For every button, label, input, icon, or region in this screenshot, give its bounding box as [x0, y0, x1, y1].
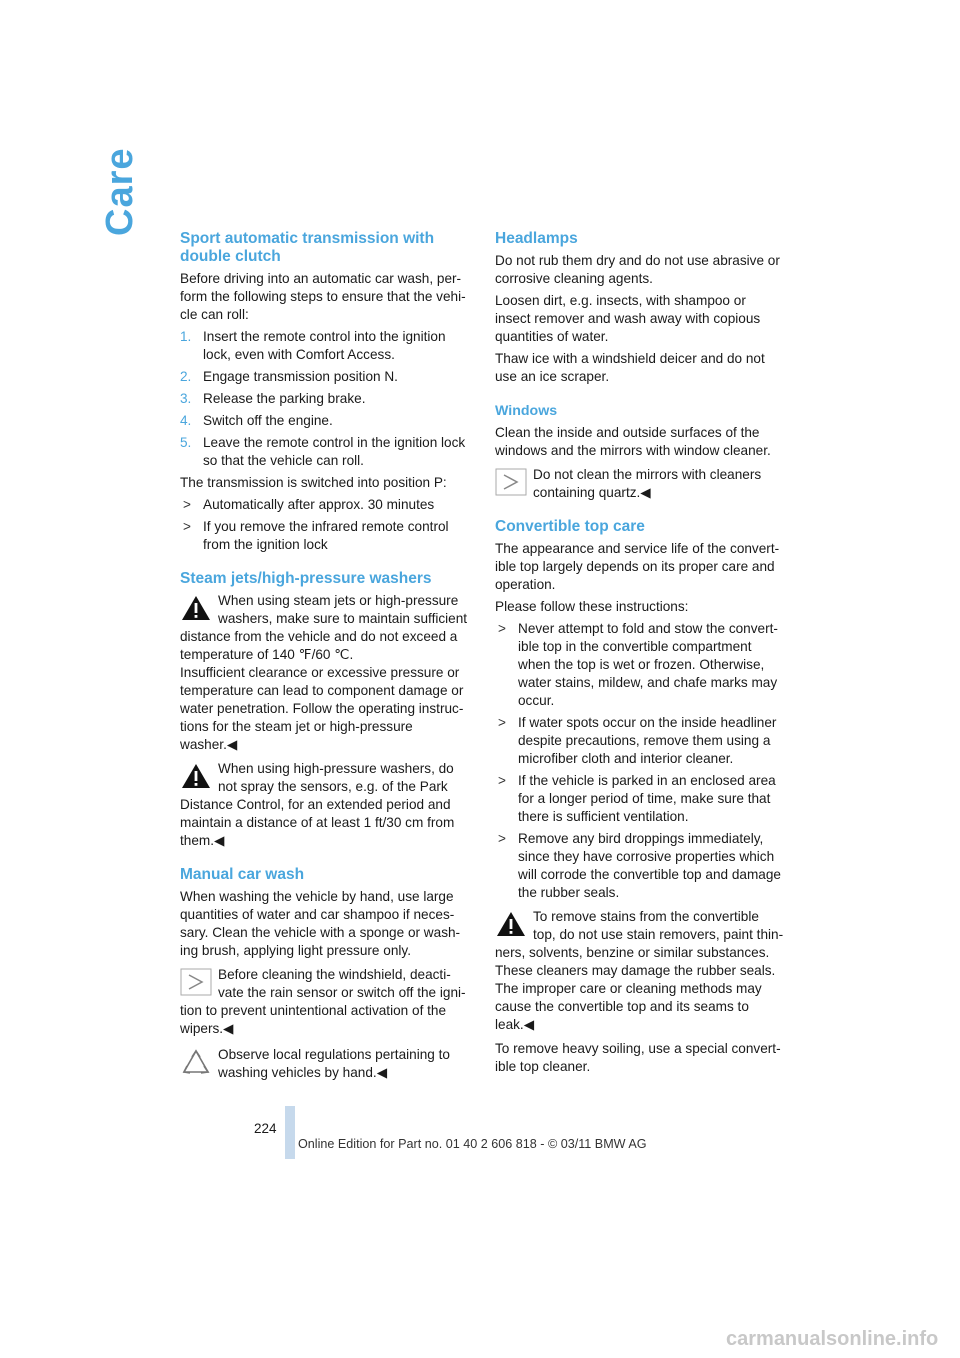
bullet-mark: >	[498, 831, 506, 846]
step-number: 2.	[180, 369, 192, 384]
page-number: 224	[254, 1121, 277, 1136]
info-note	[180, 966, 470, 1038]
warning-note	[180, 592, 470, 754]
bullet-list	[180, 496, 470, 554]
warning-icon	[495, 910, 527, 938]
warning-text: When using steam jets or high-pressure washers, make sure to maintain sufficient distance from the vehicle and do not exceed a temperature of 140 ℉/60 ℃.	[180, 593, 468, 662]
step-text: Switch off the engine.	[203, 413, 333, 428]
list-item	[180, 412, 470, 430]
left-column	[180, 230, 470, 1086]
heading-headlamps: Headlamps	[495, 230, 578, 247]
bullet-mark: >	[498, 773, 506, 788]
paragraph: Before driving into an automatic car wash, per-form the following steps to ensure that the vehi-cle can roll:	[180, 271, 466, 322]
paragraph: Thaw ice with a windshield deicer and do not use an ice scraper.	[495, 351, 765, 384]
note-text: Before cleaning the windshield, deacti-vate the rain sensor or switch off the igni-tion to prevent unintentional activation of the wipers.◀	[180, 967, 466, 1036]
heading-steam-jets: Steam jets/high-pressure washers	[180, 570, 432, 587]
list-item	[180, 434, 470, 470]
step-number: 1.	[180, 329, 192, 344]
note-text: Observe local regulations pertaining to washing vehicles by hand.◀	[218, 1047, 450, 1080]
step-number: 4.	[180, 413, 192, 428]
note-text: Do not clean the mirrors with cleaners containing quartz.◀	[533, 467, 762, 500]
right-column	[495, 230, 785, 1080]
step-text: Release the parking brake.	[203, 391, 366, 406]
paragraph: Please follow these instructions:	[495, 599, 689, 614]
list-item	[180, 496, 470, 514]
edition-text: Online Edition for Part no. 01 40 2 606 818 - © 03/11 BMW AG	[298, 1137, 647, 1151]
chapter-title: Care	[99, 147, 141, 236]
warning-icon	[180, 762, 212, 790]
bullet-text: If water spots occur on the inside headliner despite precautions, remove them using a microfiber cloth and interior cleaner.	[518, 715, 777, 766]
paragraph: Loosen dirt, e.g. insects, with shampoo or insect remover and wash away with copious quantities of water.	[495, 293, 761, 344]
bullet-text: Never attempt to fold and stow the convert-ible top in the convertible compartment when the top is wet or frozen. Otherwise, water stains, mildew, and chafe marks may occur.	[518, 621, 778, 708]
info-note	[495, 466, 785, 502]
bullet-mark: >	[183, 519, 191, 534]
note-icon	[495, 468, 527, 496]
bullet-text: If you remove the infrared remote control from the ignition lock	[203, 519, 449, 552]
list-item	[180, 518, 470, 554]
paragraph: Clean the inside and outside surfaces of the windows and the mirrors with window cleaner.	[495, 425, 771, 458]
list-item	[180, 328, 470, 364]
footer-bar	[285, 1106, 295, 1159]
warning-note	[495, 908, 785, 1034]
bullet-text: Automatically after approx. 30 minutes	[203, 497, 435, 512]
bullet-mark: >	[183, 497, 191, 512]
bullet-list	[495, 620, 785, 902]
step-text: Insert the remote control into the ignition lock, even with Comfort Access.	[203, 329, 446, 362]
list-item	[495, 620, 785, 710]
environment-note	[180, 1046, 470, 1082]
bullet-text: Remove any bird droppings immediately, since they have corrosive properties which will corrode the convertible top and damage the rubber seals.	[518, 831, 781, 900]
paragraph: When washing the vehicle by hand, use large quantities of water and car shampoo if neces-sary. Clean the vehicle with a sponge or wash-ing brush, applying light pressure only.	[180, 889, 461, 958]
list-item	[495, 830, 785, 902]
paragraph: The appearance and service life of the convert-ible top largely depends on its proper care and operation.	[495, 541, 780, 592]
warning-note	[180, 760, 470, 850]
note-icon	[180, 968, 212, 996]
step-number: 3.	[180, 391, 192, 406]
paragraph: Do not rub them dry and do not use abrasive or corrosive cleaning agents.	[495, 253, 780, 286]
recycle-icon	[180, 1048, 212, 1076]
heading-manual-car-wash: Manual car wash	[180, 866, 305, 883]
bullet-mark: >	[498, 621, 506, 636]
paragraph: The transmission is switched into position P:	[180, 475, 447, 490]
warning-text: When using high-pressure washers, do not spray the sensors, e.g. of the Park Distance Control, for an extended period and maintain a distance of at least 1 ft/30 cm from them.◀	[180, 761, 455, 848]
heading-sport-automatic: Sport automatic transmission with double clutch	[180, 230, 435, 265]
heading-windows: Windows	[495, 403, 558, 419]
warning-text: To remove stains from the convertible top, do not use stain removers, paint thin-ners, solvents, benzine or similar substances. These cleaners may damage the rubber seals. The improper care or cleaning methods may cause the convertible top and its seams to leak.◀	[495, 909, 784, 1032]
bullet-mark: >	[498, 715, 506, 730]
step-number: 5.	[180, 435, 192, 450]
warning-icon	[180, 594, 212, 622]
steps-list	[180, 328, 470, 470]
list-item	[495, 772, 785, 826]
list-item	[180, 390, 470, 408]
step-text: Engage transmission position N.	[203, 369, 398, 384]
step-text: Leave the remote control in the ignition lock so that the vehicle can roll.	[203, 435, 466, 468]
watermark: carmanualsonline.info	[726, 1328, 939, 1350]
heading-convertible-top-care: Convertible top care	[495, 518, 645, 535]
bullet-text: If the vehicle is parked in an enclosed area for a longer period of time, make sure that there is sufficient ventilation.	[518, 773, 776, 824]
paragraph: To remove heavy soiling, use a special convert-ible top cleaner.	[495, 1041, 781, 1074]
list-item	[180, 368, 470, 386]
warning-text-continued: Insufficient clearance or excessive pressure or temperature can lead to component damage or water penetration. Follow the operating instruc-tions for the steam jet or high-pressure washer.◀	[180, 665, 464, 752]
list-item	[495, 714, 785, 768]
